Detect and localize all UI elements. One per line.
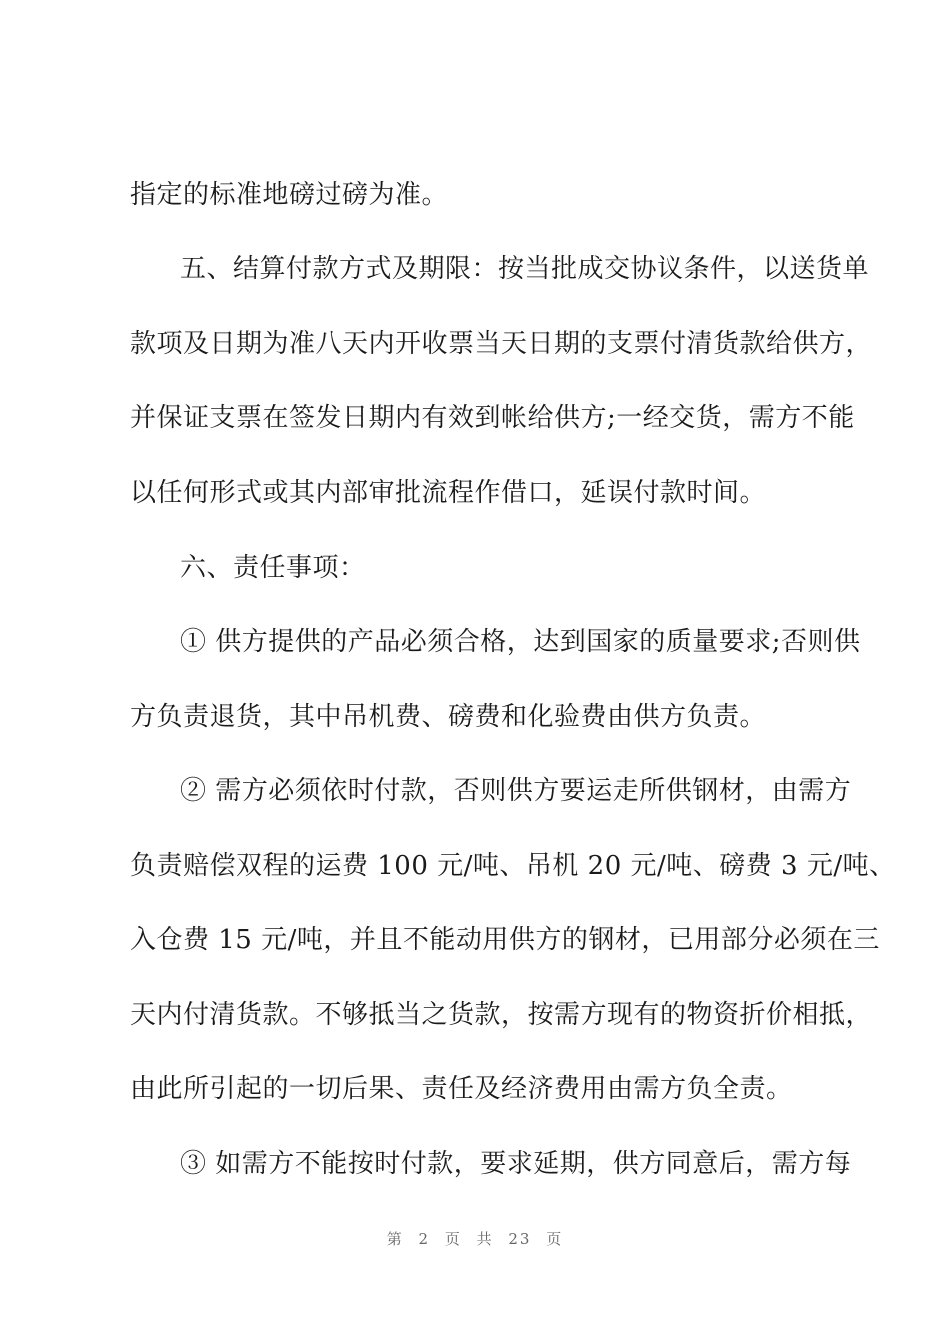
body-line: 款项及日期为准八天内开收票当天日期的支票付清货款给供方，: [130, 329, 873, 359]
body-line: 并保证支票在签发日期内有效到帐给供方;一经交货，需方不能: [130, 403, 855, 433]
section-5-heading-line: 五、结算付款方式及期限：按当批成交协议条件，以送货单: [180, 254, 870, 284]
body-line: 天内付清货款。不够抵当之货款，按需方现有的物资折价相抵，: [130, 1000, 873, 1030]
body-line: 指定的标准地磅过磅为准。: [130, 180, 449, 210]
body-line: 负责赔偿双程的运费 100 元/吨、吊机 20 元/吨、磅费 3 元/吨、: [130, 851, 896, 881]
section-6-heading: 六、责任事项：: [180, 553, 366, 583]
body-line: 入仓费 15 元/吨，并且不能动用供方的钢材，已用部分必须在三: [130, 925, 880, 955]
page-number-footer: 第 2 页 共 23 页: [386, 1230, 564, 1248]
body-line: 由此所引起的一切后果、责任及经济费用由需方负全责。: [130, 1074, 793, 1104]
body-line: 方负责退货，其中吊机费、磅费和化验费由供方负责。: [130, 702, 767, 732]
item-1-line: ① 供方提供的产品必须合格，达到国家的质量要求;否则供: [180, 627, 861, 657]
body-line: 以任何形式或其内部审批流程作借口，延误付款时间。: [130, 478, 767, 508]
item-3-line: ③ 如需方不能按时付款，要求延期，供方同意后，需方每: [180, 1149, 852, 1179]
item-2-line: ② 需方必须依时付款，否则供方要运走所供钢材，由需方: [180, 776, 852, 806]
